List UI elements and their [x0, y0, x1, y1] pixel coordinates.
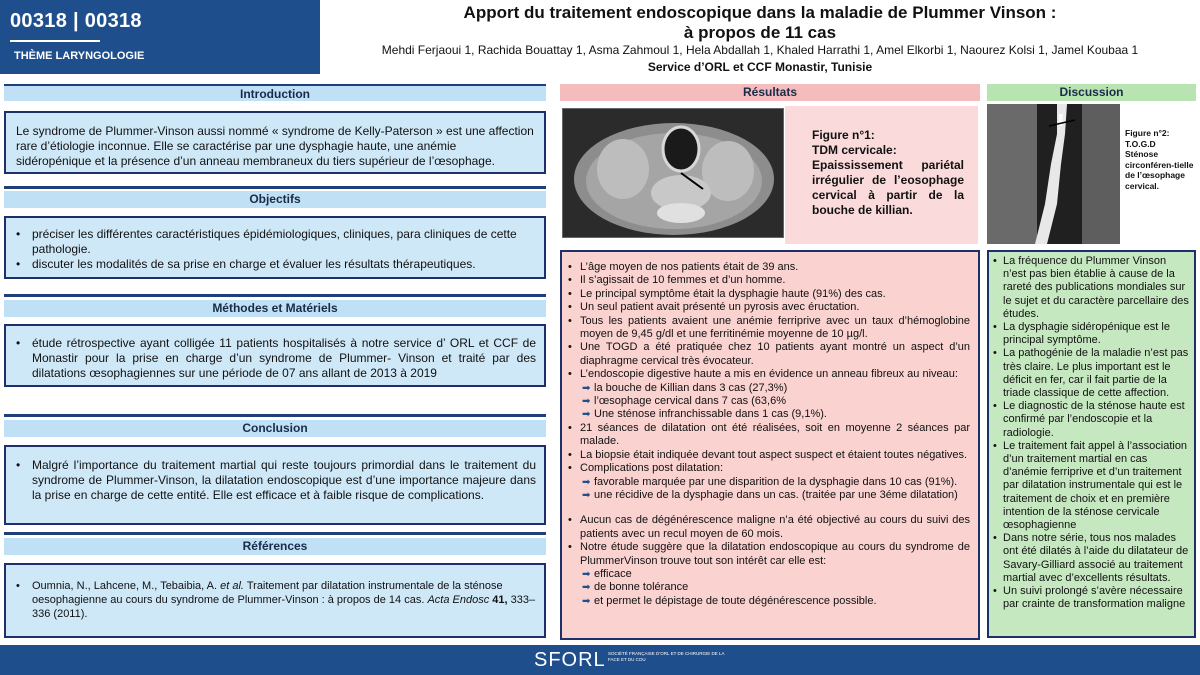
section-header-resultats: Résultats	[560, 84, 980, 101]
togd-image	[987, 104, 1120, 244]
section-header-objectifs: Objectifs	[4, 191, 546, 208]
list-item: • Complications post dilatation:	[568, 462, 970, 475]
list-item: • L’endoscopie digestive haute a mis en évidence un anneau fibreux au niveau:	[568, 368, 970, 381]
title-line-1: Apport du traitement endoscopique dans la maladie de Plummer Vinson :	[463, 3, 1057, 22]
list-item: • étude rétrospective ayant colligée 11 patients hospitalisés à notre service d’ ORL et CCF de Monastir pour la prise en charge d’un syndrome de Plummer- Vinson et traité par des dilatations œsophagiennes sur une période de 07 ans allant de 2013 à 2019	[6, 336, 536, 381]
figure-1-ct-scan	[562, 108, 784, 238]
resultats-box	[560, 250, 980, 640]
reference-item	[6, 579, 536, 621]
references-box	[4, 563, 546, 638]
reference-pages: 333–336 (2011).	[32, 594, 536, 620]
list-item: • Le traitement fait appel à l’association d’un traitement martial en cas d’anémie ferriprive et d’un traitement par dilatation instrumentale qui est le traitement de choix et en première intention de la sténose cervicale œsophagienne	[992, 440, 1191, 532]
figure-2-caption	[1125, 128, 1195, 191]
badge-divider	[10, 40, 100, 42]
list-item: • L’âge moyen de nos patients était de 39 ans.	[568, 261, 970, 274]
sub-list-item: ➡ une récidive de la dysphagie dans un cas. (traitée par une 3éme dilatation)	[568, 489, 970, 502]
list-item: • Il s’agissait de 10 femmes et d’un homme.	[568, 274, 970, 287]
poster-id: 00318 | 00318	[10, 10, 142, 32]
list-item: • Le principal symptôme était la dysphagie haute (91%) des cas.	[568, 288, 970, 301]
list-item: • La dysphagie sidéropénique est le principal symptôme.	[992, 321, 1191, 347]
section-header-discussion: Discussion	[987, 84, 1196, 101]
theme-label: THÈME LARYNGOLOGIE	[14, 50, 145, 62]
section-divider	[4, 532, 546, 535]
ct-scan-image	[563, 109, 784, 238]
list-item: • Dans notre série, tous nos malades ont été dilatés à l’aide du dilatateur de Savary-Gilliard associé au traitement martial avec d’excellents résultats.	[992, 532, 1191, 585]
reference-etal: et al.	[220, 580, 244, 592]
list-item: • La pathogénie de la maladie n’est pas très claire. Le plus important est le déficit en fer, car il fait partie de la triade classique de cette affection.	[992, 347, 1191, 400]
section-divider	[4, 186, 546, 189]
section-header-conclusion: Conclusion	[4, 420, 546, 437]
sub-list-item: ➡ de bonne tolérance	[568, 581, 970, 594]
list-item: • Malgré l’importance du traitement martial qui reste toujours primordial dans le traitement du syndrome de Plummer-Vinson, la dilatation endoscopique est d’une importance majeure dans la prise en charge de cette entité. Elle est efficace et à faible risque de complications.	[6, 458, 536, 503]
poster-id-badge	[0, 0, 320, 74]
figure-2-subtitle: T.O.G.D	[1125, 138, 1156, 149]
list-item: • Aucun cas de dégénérescence maligne n’a été objectivé au cours du suivi des patients avec un recul moyen de 60 mois.	[568, 514, 970, 541]
list-item: • Le diagnostic de la sténose haute est confirmé par l’endoscopie et la radiologie.	[992, 400, 1191, 440]
list-item: • discuter les modalités de sa prise en charge et évaluer les résultats thérapeutiques.	[6, 257, 536, 272]
author-list: Mehdi Ferjaoui 1, Rachida Bouattay 1, Asma Zahmoul 1, Hela Abdallah 1, Khaled Harrathi 1, Amel Elkorbi 1, Naourez Kolsi 1, Jamel Koubaa 1	[381, 43, 1139, 57]
list-item: • La biopsie était indiquée devant tout aspect suspect et étaient toutes négatives.	[568, 449, 970, 462]
section-divider	[4, 414, 546, 417]
figure-1-label: Figure n°1:	[812, 128, 875, 142]
list-item: • Un suivi prolongé s’avère nécessaire par crainte de transformation maligne	[992, 585, 1191, 611]
section-header-methodes: Méthodes et Matériels	[4, 300, 546, 317]
figure-2-label: Figure n°2:	[1125, 128, 1170, 138]
list-item: • 21 séances de dilatation ont été réalisées, soit en moyenne 2 séances par malade.	[568, 422, 970, 449]
section-divider	[4, 294, 546, 297]
objectifs-box	[4, 216, 546, 279]
reference-authors: Oumnia, N., Lahcene, M., Tebaibia, A.	[32, 580, 221, 592]
discussion-box	[987, 250, 1196, 638]
introduction-text: Le syndrome de Plummer-Vinson aussi nommé « syndrome de Kelly-Paterson » est une affection rare d’étiologie inconnue. Elle se caractérise par une dysphagie haute, une anémie sidéropénique et la présence d’un anneau membraneux du tiers supérieur de l’œsophage.	[16, 124, 534, 168]
affiliation: Service d’ORL et CCF Monastir, Tunisie	[647, 60, 873, 74]
figure-2-description: Sténose circonféren-tielle de l’œsophage cervical.	[1125, 149, 1194, 191]
sub-list-item: ➡ efficace	[568, 568, 970, 581]
figure-2-togd-image	[987, 104, 1120, 244]
figure-1-subtitle: TDM cervicale:	[812, 143, 897, 157]
logo-subtitle: SOCIÉTÉ FRANÇAISE D’ORL ET DE CHIRURGIE DE LA FACE ET DU COU	[608, 651, 725, 662]
methodes-box	[4, 324, 546, 387]
sub-list-item: ➡ Une sténose infranchissable dans 1 cas (9,1%).	[568, 408, 970, 421]
introduction-box	[4, 111, 546, 174]
sub-list-item: ➡ la bouche de Killian dans 3 cas (27,3%)	[568, 382, 970, 395]
list-item: • La fréquence du Plummer Vinson n’est pas bien établie à cause de la rareté des publications mondiales sur le sujet et du caractère parcellaire des études.	[992, 255, 1191, 321]
list-item: • Une TOGD a été pratiquée chez 10 patients ayant montré un aspect d’un diaphragme cervical très évocateur.	[568, 341, 970, 368]
list-item: • Un seul patient avait présenté un pyrosis avec éructation.	[568, 301, 970, 314]
reference-journal: Acta Endosc	[427, 594, 490, 606]
spacer	[568, 502, 970, 514]
section-header-references: Références	[4, 538, 546, 555]
reference-title: Traitement par dilatation instrumentale de la sténose oesophagienne au cours du syndrome de Plummer-Vinson : à propos de 14 cas.	[32, 580, 503, 606]
title-line-2: à propos de 11 cas	[683, 23, 837, 42]
conclusion-box	[4, 445, 546, 525]
list-item: • préciser les différentes caractéristiques épidémiologiques, cliniques, para cliniques de cette pathologie.	[6, 227, 536, 257]
list-item: • Notre étude suggère que la dilatation endoscopique au cours du syndrome de PlummerVinson trouve tout son intérêt car elle est:	[568, 541, 970, 568]
reference-volume: 41,	[489, 594, 508, 606]
section-header-introduction: Introduction	[4, 84, 546, 101]
figure-1-description: Epaississement pariétal irrégulier de l’eosophage cervical à partir de la bouche de killian.	[812, 158, 964, 217]
poster-title	[330, 3, 1190, 43]
sub-list-item: ➡ et permet le dépistage de toute dégénérescence possible.	[568, 595, 970, 608]
sub-list-item: ➡ l’œsophage cervical dans 7 cas (63,6%	[568, 395, 970, 408]
logo-wordmark: SFORL	[534, 649, 606, 671]
list-item: • Tous les patients avaient une anémie ferriprive avec un taux d’hémoglobine moyen de 9,45 g/dl et une ferritinémie moyenne de 10 µg/l.	[568, 315, 970, 342]
sub-list-item: ➡ favorable marquée par une disparition de la dysphagie dans 10 cas (91%).	[568, 476, 970, 489]
figure-1-caption	[812, 128, 964, 218]
